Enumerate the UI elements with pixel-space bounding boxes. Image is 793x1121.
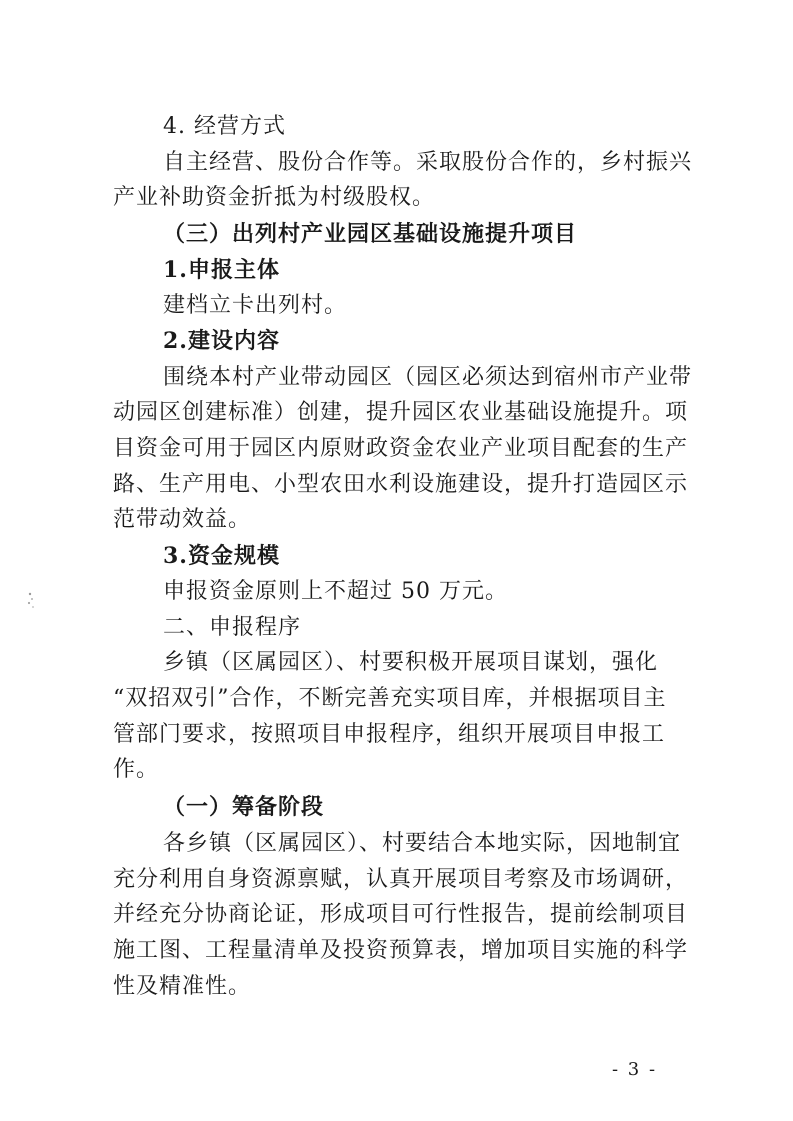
paragraph-line: 申报资金原则上不超过 50 万元。 bbox=[163, 579, 508, 604]
paragraph-line: 路、生产用电、小型农田水利设施建设，提升打造园区示 bbox=[113, 472, 689, 497]
paragraph-line: “双招双引”合作，不断完善充实项目库，并根据项目主 bbox=[113, 686, 667, 711]
paragraph-line: 各乡镇（区属园区）、村要结合本地实际，因地制宜 bbox=[163, 831, 682, 856]
paragraph-line: 自主经营、股份合作等。采取股份合作的，乡村振兴 bbox=[163, 150, 693, 175]
paragraph-line: 动园区创建标准）创建，提升园区农业基础设施提升。项 bbox=[113, 400, 689, 425]
item-4-heading: 4. 经营方式 bbox=[163, 114, 286, 139]
paragraph-line: 范带动效益。 bbox=[113, 507, 252, 532]
paragraph-line: 性及精准性。 bbox=[113, 974, 252, 999]
paragraph-line: 施工图、工程量清单及投资预算表，增加项目实施的科学 bbox=[113, 938, 689, 963]
paragraph-line: 管部门要求，按照项目申报程序，组织开展项目申报工 bbox=[113, 722, 666, 747]
paragraph-line: 充分利用自身资源禀赋，认真开展项目考察及市场调研， bbox=[113, 867, 689, 892]
section-heading-2: 二、申报程序 bbox=[163, 615, 302, 640]
paragraph-line: 建档立卡出列村。 bbox=[163, 293, 348, 318]
page-number: - 3 - bbox=[612, 1059, 658, 1080]
paragraph-line: 并经充分协商论证，形成项目可行性报告，提前绘制项目 bbox=[113, 902, 689, 927]
paragraph-line: 产业补助资金折抵为村级股权。 bbox=[113, 185, 436, 210]
paragraph-line: 作。 bbox=[113, 757, 160, 782]
subheading-3: 3.资金规模 bbox=[163, 543, 280, 569]
section-heading-1: （一）筹备阶段 bbox=[163, 794, 325, 820]
paragraph-line: 乡镇（区属园区）、村要积极开展项目谋划，强化 bbox=[163, 650, 659, 675]
subheading-1: 1.申报主体 bbox=[163, 257, 280, 283]
section-heading-3: （三）出列村产业园区基础设施提升项目 bbox=[163, 221, 578, 247]
paragraph-line: 围绕本村产业带动园区（园区必须达到宿州市产业带 bbox=[163, 365, 693, 390]
subheading-2: 2.建设内容 bbox=[163, 328, 280, 354]
scan-smudge bbox=[24, 590, 38, 612]
paragraph-line: 目资金可用于园区内原财政资金农业产业项目配套的生产 bbox=[113, 436, 689, 461]
